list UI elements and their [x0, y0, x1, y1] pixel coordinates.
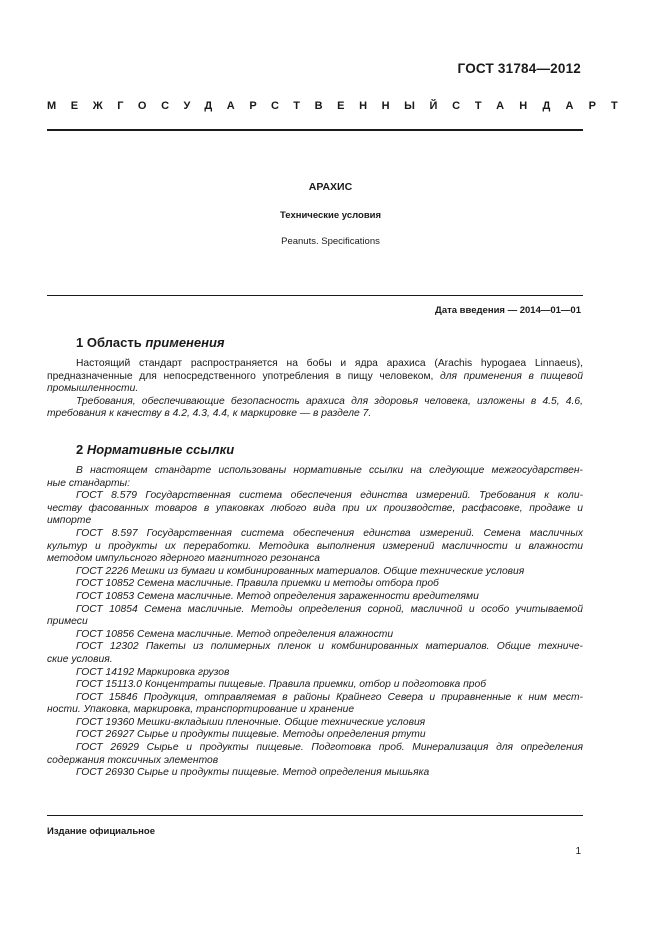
text-line: ГОСТ 12302 Пакеты из полимерных пленок и комбинированных материалов. Общие техниче- — [76, 641, 583, 653]
text-line — [47, 371, 583, 384]
edition-label: Издание официальное — [47, 826, 155, 837]
document-title: АРАХИС — [308, 181, 353, 193]
text-line: ГОСТ 14192 Маркировка грузов — [76, 666, 230, 678]
gost-number: ГОСТ 31784—2012 — [457, 61, 581, 76]
section-2-number: 2 — [76, 442, 84, 457]
section-2-title-italic: Нормативные ссылки — [86, 442, 235, 457]
text-line: примеси — [47, 616, 88, 628]
top-rule — [47, 129, 583, 131]
text-line: ГОСТ 26927 Сырье и продукты пищевые. Методы определения ртути — [76, 729, 426, 741]
text-line: ГОСТ 8.597 Государственная система обеспечения единства измерений. Семена масличных — [76, 527, 583, 539]
standard-type-word2: СТАНДАРТ — [452, 100, 633, 112]
text-line: Требования, обеспечивающие безопасность арахиса для здоровья человека, изложены в 4.5, 4.6, — [76, 395, 583, 407]
text-line: ские условия. — [47, 653, 113, 665]
text-line: ные стандарты: — [47, 477, 130, 489]
section-1-title — [76, 335, 225, 350]
section-1-number: 1 — [76, 335, 84, 350]
text-line: импорте — [47, 515, 92, 527]
text-line: ГОСТ 19360 Мешки-вкладыши пленочные. Общие технические условия — [76, 716, 426, 728]
text-line: ГОСТ 2226 Мешки из бумаги и комбинированных материалов. Общие технические условия — [76, 565, 525, 577]
text-line-part: предназначенные для непосредственного употребления в пищу человеком, — [47, 370, 441, 382]
section-1-body — [47, 358, 583, 421]
section-2-title — [76, 442, 234, 457]
section-1-title-italic: применения — [145, 335, 225, 350]
text-line: Настоящий стандарт распространяется на бобы и ядра арахиса (Arachis hypogaea Linnaeus), — [76, 358, 583, 369]
text-line: культур и продукты их переработки. Методика выполнения измерений масличности и влажности — [47, 540, 583, 552]
text-line: честву фасованных товаров в упаковках любого вида при их производстве, расфасовке, продаже и — [47, 502, 583, 514]
text-line: ГОСТ 26930 Сырье и продукты пищевые. Метод определения мышьяка — [76, 767, 430, 779]
section-2-body — [47, 465, 583, 780]
text-line: ГОСТ 10856 Семена масличные. Метод определения влажности — [76, 628, 394, 640]
standard-type-line — [47, 100, 633, 112]
text-line: содержания токсичных элементов — [47, 754, 219, 766]
middle-rule — [47, 295, 583, 296]
document-english-title: Peanuts. Specifications — [281, 236, 380, 247]
text-line-italic-part: для применения в пищевой — [440, 370, 583, 382]
text-line: ГОСТ 15113.0 Концентраты пищевые. Правила приемки, отбор и подготовка проб — [76, 679, 486, 691]
text-line: методом импульсного ядерного магнитного резонанса — [47, 553, 321, 565]
text-line: ГОСТ 10854 Семена масличные. Методы определения сорной, масличной и особо учитываемой — [76, 603, 583, 615]
text-line: требования к качеству в 4.2, 4.3, 4.4, к маркировке — в разделе 7. — [47, 408, 372, 420]
text-line: ности. Упаковка, маркировка, транспортирование и хранение — [47, 704, 355, 716]
text-line: В настоящем стандарте использованы нормативные ссылки на следующие межгосударствен- — [76, 465, 583, 476]
document-subtitle: Технические условия — [279, 210, 382, 221]
text-line: ГОСТ 10852 Семена масличные. Правила приемки и методы отбора проб — [76, 578, 439, 590]
text-line: ГОСТ 26929 Сырье и продукты пищевые. Подготовка проб. Минерализация для определения — [76, 742, 583, 754]
text-line: ГОСТ 15846 Продукция, отправляемая в районы Крайнего Севера и приравненные к ним мест- — [76, 691, 583, 703]
text-line: ГОСТ 10853 Семена масличные. Метод определения зараженности вредителями — [76, 590, 479, 602]
text-line: промышленности. — [47, 383, 139, 395]
bottom-rule — [47, 815, 583, 816]
section-1-title-plain: Область — [86, 335, 142, 350]
text-line: ГОСТ 8.579 Государственная система обеспечения единства измерений. Требования к коли- — [76, 490, 583, 502]
page-number: 1 — [575, 846, 581, 857]
introduction-date: Дата введения — 2014—01—01 — [435, 305, 581, 316]
standard-type-word1: МЕЖГОСУДАРСТВЕННЫЙ — [47, 100, 453, 112]
